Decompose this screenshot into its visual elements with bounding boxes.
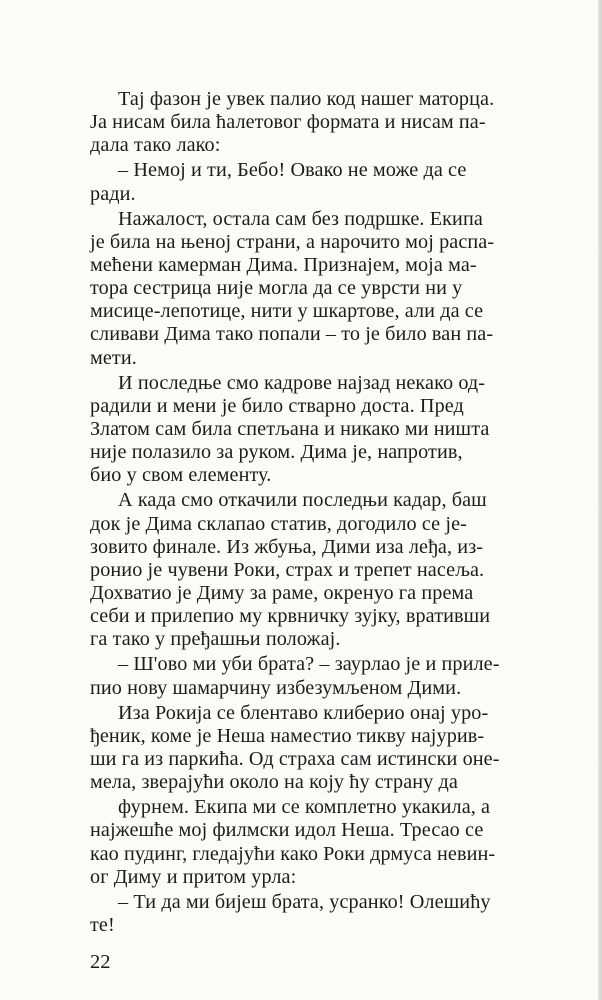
text-line: радили и мени је било стварно доста. Пред: [90, 395, 464, 417]
text-line: сливави Дима тако попали – то је било ван па-: [90, 323, 494, 345]
text-line: А када смо откачили последњи кадар, баш: [118, 489, 487, 511]
text-line: је била на њеној страни, а нарочито мој распа-: [90, 231, 495, 253]
text-line: фурнем. Екипа ми се комплетно укакила, а: [118, 796, 491, 818]
text-line: зовито финале. Из жбуња, Дими иза леђа, из-: [90, 536, 484, 558]
text-line: тора сестрица није могла да се уврсти ни у: [90, 277, 463, 299]
text-line: себи и прилепио му крвничку зујку, вративши: [90, 605, 491, 627]
text-line: ђеник, коме је Неша наместио тикву најурив-: [90, 725, 485, 747]
text-line: пио нову шамарчину избезумљеном Дими.: [90, 677, 462, 699]
text-line: га тако у пређашњи положај.: [90, 628, 341, 650]
text-line: те!: [90, 914, 115, 936]
text-line: Дохватио је Диму за раме, окренуо га према: [90, 582, 474, 604]
page-number: 22: [90, 951, 111, 973]
text-line: – Ш'ово ми уби брата? – заурлао је и приле-: [118, 653, 500, 675]
text-line: најжешће мој филмски идол Неша. Тресао се: [90, 819, 484, 841]
text-line: Тај фазон је увек палио код нашег маторца.: [118, 88, 495, 110]
text-line: Нажалост, остала сам без подршке. Екипа: [118, 208, 483, 230]
text-line: ронио је чувени Роки, страх и трепет насеља.: [90, 559, 485, 581]
text-line: ради.: [90, 183, 136, 205]
text-line: мети.: [90, 347, 137, 369]
text-line: Иза Рокија се блентаво клиберио онај уро-: [118, 702, 489, 724]
text-line: Златом сам била спетљана и никако ми ништа: [90, 418, 490, 440]
text-line: ши га из паркића. Од страха сам истински оне-: [90, 748, 500, 770]
text-line: није полазило за руком. Дима је, напротив,: [90, 441, 463, 463]
text-line: И последње смо кадрове најзад некако од-: [118, 372, 486, 394]
text-line: дала тако лако:: [90, 134, 221, 156]
text-line: мисице-лепотице, нити у шкартове, али да се: [90, 300, 484, 322]
text-line: мећени камерман Дима. Признајем, моја ма-: [90, 254, 477, 276]
text-line: ог Диму и притом урла:: [90, 866, 297, 888]
text-line: – Немој и ти, Бебо! Овако не може да се: [118, 159, 467, 181]
text-line: – Ти да ми бијеш брата, усранко! Олешићу: [118, 891, 491, 913]
text-line: док је Дима склапао статив, догодило се је-: [90, 513, 467, 535]
text-line: као пудинг, гледајући како Роки дрмуса невин-: [90, 843, 496, 865]
text-line: мела, зверајући около на коју ћу страну да: [90, 771, 458, 793]
text-line: Ја нисам била ћалетовог формата и нисам па-: [90, 111, 486, 133]
text-line: био у свом елементу.: [90, 464, 272, 486]
